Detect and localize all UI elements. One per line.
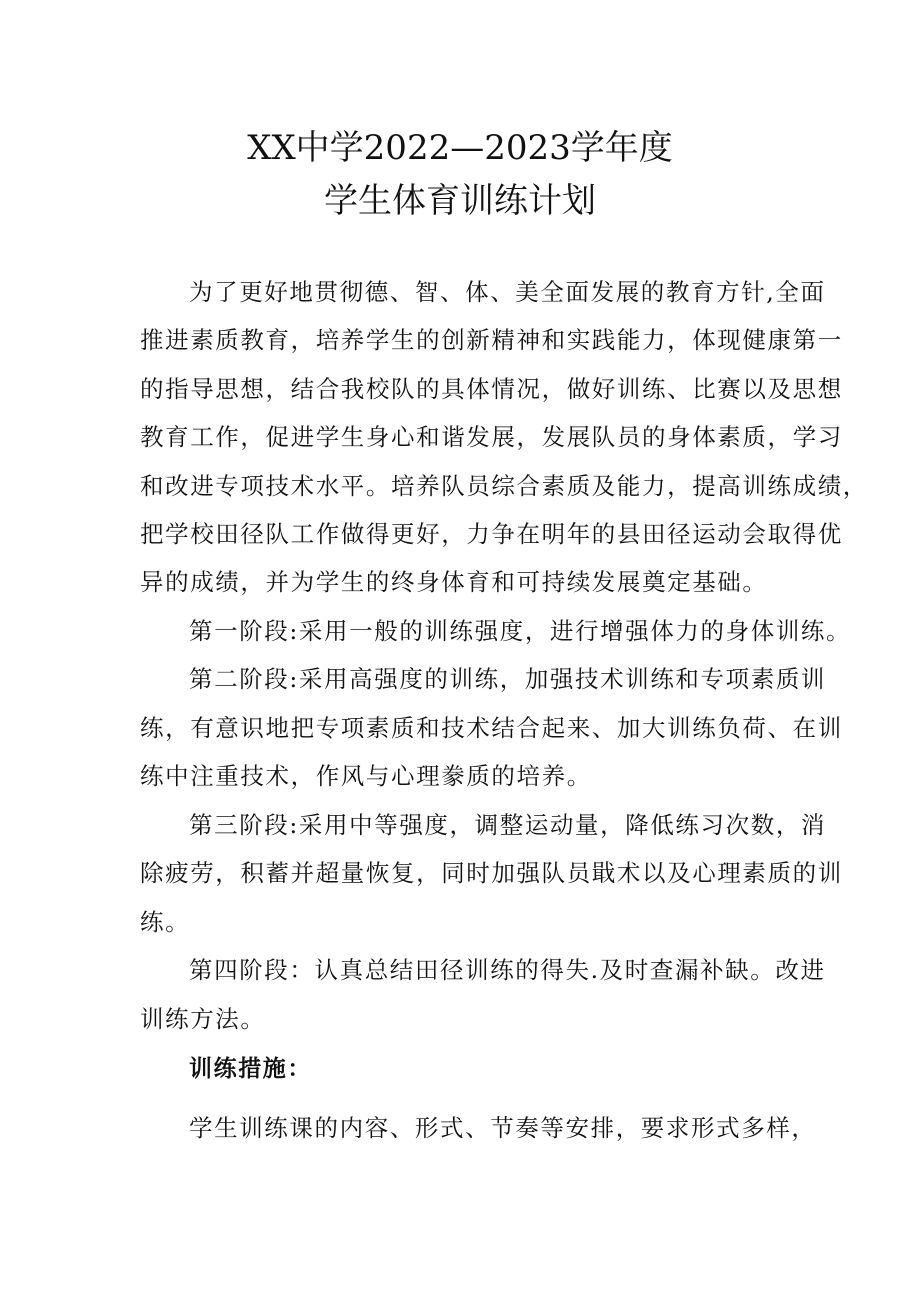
paragraph-line: 和改进专项技术水平。培养队员综合素质及能力，提高训练成绩， (140, 472, 868, 500)
paragraph-line: 异的成绩，并为学生的终身体育和可持续发展奠定基础。 (140, 568, 768, 596)
paragraph-line: 把学校田径队工作做得更好，力争在明年的县田径运动会取得优 (140, 520, 843, 548)
paragraph-line: 训练方法。 (140, 1005, 266, 1033)
section-heading: 训练措施： (189, 1056, 312, 1082)
paragraph-line: 练，有意识地把专项素质和技术结合起来、加大训练负荷、在训 (140, 714, 843, 742)
paragraph-line: 练中注重技术，作风与心理豢质的培养。 (140, 762, 592, 790)
paragraph-line: 教育工作，促进学生身心和谐发展，发展队员的身体素质，学习 (140, 423, 843, 451)
paragraph-line: 学生训练课的内容、形式、节奏等安排，要求形式多样， (189, 1114, 817, 1142)
paragraph-line: 推进素质教育，培养学生的创新精神和实践能力，体现健康第一 (140, 326, 843, 354)
paragraph-line: 除疲劳，积蓄并超量恢复，同时加强队员戢术以及心理素质的训 (140, 859, 843, 887)
paragraph-line: 的指导思想，结合我校队的具体情况，做好训练、比赛以及思想 (140, 375, 843, 403)
stage-three-line: 第三阶段:采用中等强度，调整运动量，降低练习次数，消 (189, 811, 827, 839)
stage-four-line: 第四阶段：认真总结田径训练的得失.及时查漏补缺。改进 (189, 956, 826, 984)
stage-one-line: 第一阶段:采用一般的训练强度，进行增强体力的身体训练。 (189, 617, 852, 645)
document-title: XX中学2022—2023学年度 (247, 128, 673, 168)
paragraph-line: 练。 (140, 908, 191, 936)
paragraph-line: 为了更好地贯彻德、智、体、美全面发展的教育方针,全面 (189, 278, 826, 306)
stage-two-line: 第二阶段:采用高强度的训练，加强技术训练和专项素质训 (189, 665, 827, 693)
document-subtitle: 学生体育训练计划 (324, 181, 596, 221)
